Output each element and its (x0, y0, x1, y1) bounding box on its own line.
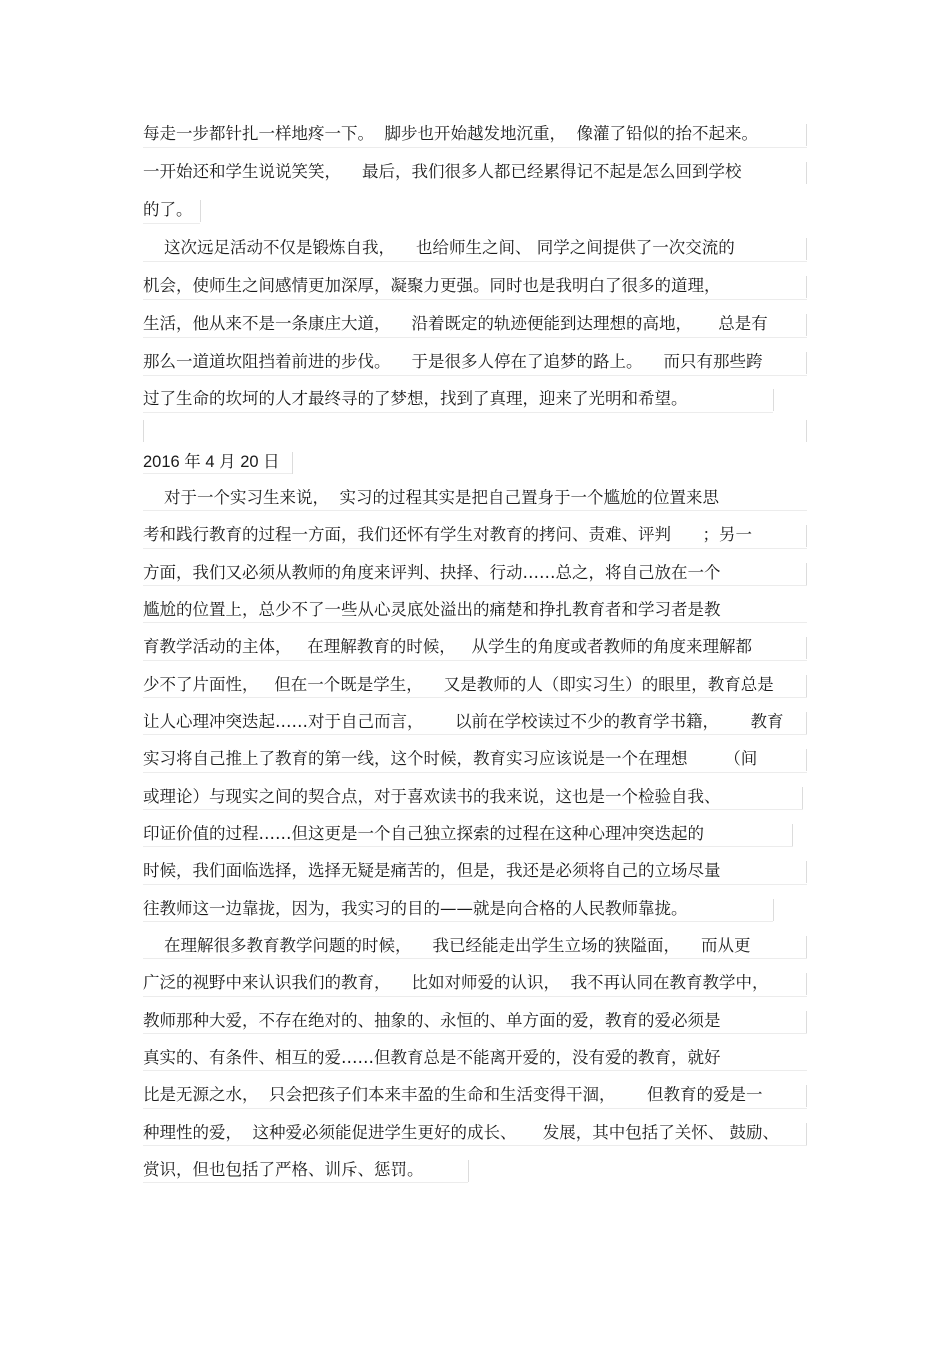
text-line: 方面，我们又必须从教师的角度来评判、抉择、行动……总之，将自己放在一个 (143, 563, 721, 582)
scan-tick (200, 200, 201, 222)
text-line: 比是无源之水， 只会把孩子们本来丰盈的生命和生活变得干涸， 但教育的爱是一 (143, 1085, 763, 1104)
scan-rule (143, 375, 807, 376)
scan-rule (143, 412, 773, 413)
scan-tick (806, 1085, 807, 1107)
text-line: 教师那种大爱，不存在绝对的、抽象的、永恒的、单方面的爱，教育的爱必须是 (143, 1011, 721, 1030)
scan-tick (792, 824, 793, 846)
scan-tick (806, 563, 807, 585)
scan-tick (806, 675, 807, 697)
scan-rule (143, 261, 807, 262)
scan-tick (806, 276, 807, 298)
text-line: 实习将自己推上了教育的第一线，这个时候，教育实习应该说是一个在理想 （间 (143, 749, 758, 768)
text-line: 印证价值的过程……但这更是一个自己独立探索的过程在这种心理冲突迭起的 (143, 824, 704, 843)
text-line: 那么一道道坎阻挡着前进的步伐。 于是很多人停在了追梦的路上。 而只有那些跨 (143, 352, 763, 371)
scan-rule (143, 921, 773, 922)
scan-tick (292, 452, 293, 474)
text-line: 考和践行教育的过程一方面，我们还怀有学生对教育的拷问、责难、评判 ；另一 (143, 525, 752, 544)
scan-tick (773, 899, 774, 921)
text-line: 的了。 (143, 200, 193, 219)
scan-rule (143, 958, 807, 959)
text-line: 真实的、有条件、相互的爱……但教育总是不能离开爱的，没有爱的教育，就好 (143, 1048, 721, 1067)
scan-rule (143, 548, 807, 549)
scan-tick (806, 1011, 807, 1033)
text-line: 每走一步都针扎一样地疼一下。 脚步也开始越发地沉重， 像灌了铅似的抬不起来。 (143, 124, 758, 143)
scan-tick (806, 973, 807, 995)
scan-tick (806, 352, 807, 374)
text-line: 让人心理冲突迭起……对于自己而言， 以前在学校读过不少的教育学书籍， 教育 (143, 712, 784, 731)
scan-tick (806, 749, 807, 771)
scan-tick (468, 1160, 469, 1182)
text-line: 尴尬的位置上，总少不了一些从心灵底处溢出的痛楚和挣扎教育者和学习者是教 (143, 600, 721, 619)
scan-tick (806, 238, 807, 260)
scan-rule (143, 734, 807, 735)
scan-rule (143, 846, 793, 847)
text-line: 广泛的视野中来认识我们的教育， 比如对师爱的认识， 我不再认同在教育教学中， (143, 973, 769, 992)
scan-rule (143, 473, 293, 474)
scan-tick (806, 936, 807, 958)
scan-rule (143, 772, 807, 773)
scan-tick (806, 314, 807, 336)
blank-line (143, 418, 807, 444)
scan-rule (143, 1145, 807, 1146)
text-line: 或理论）与现实之间的契合点，对于喜欢读书的我来说，这也是一个检验自我、 (143, 787, 721, 806)
text-line: 生活，他从来不是一条康庄大道， 沿着既定的轨迹便能到达理想的高地， 总是有 (143, 314, 768, 333)
scan-rule (143, 1070, 807, 1071)
scan-rule (143, 1108, 807, 1109)
text-line: 少不了片面性， 但在一个既是学生， 又是教师的人（即实习生）的眼里，教育总是 (143, 675, 774, 694)
text-line: 这次远足活动不仅是锻炼自我， 也给师生之间、 同学之间提供了一次交流的 (143, 238, 735, 257)
text-line: 一开始还和学生说说笑笑， 最后，我们很多人都已经累得记不起是怎么回到学校 (143, 162, 742, 181)
text-line: 对于一个实习生来说， 实习的过程其实是把自己置身于一个尴尬的位置来思 (143, 488, 719, 507)
text-line: 往教师这一边靠拢，因为，我实习的目的——就是向合格的人民教师靠拢。 (143, 899, 688, 918)
scan-rule (143, 660, 807, 661)
scan-tick (806, 420, 807, 442)
text-line: 机会，使师生之间感情更加深厚，凝聚力更强。同时也是我明白了很多的道理， (143, 276, 721, 295)
text-line: 赏识，但也包括了严格、训斥、惩罚。 (143, 1160, 424, 1179)
scan-rule (143, 147, 807, 148)
scan-rule (143, 884, 807, 885)
scan-rule (143, 697, 807, 698)
scan-rule (143, 1033, 807, 1034)
scan-rule (143, 809, 803, 810)
text-line: 在理解很多教育教学问题的时候， 我已经能走出学生立场的狭隘面， 而从更 (143, 936, 751, 955)
text-line: 时候，我们面临选择，选择无疑是痛苦的，但是，我还是必须将自己的立场尽量 (143, 861, 721, 880)
scan-tick (773, 389, 774, 411)
scan-rule (143, 223, 200, 224)
scan-tick (143, 420, 144, 442)
scan-tick (806, 525, 807, 547)
text-line: 育教学活动的主体， 在理解教育的时候， 从学生的角度或者教师的角度来理解都 (143, 637, 752, 656)
scan-rule (143, 622, 807, 623)
scan-rule (143, 299, 807, 300)
text-line: 过了生命的坎坷的人才最终寻的了梦想，找到了真理，迎来了光明和希望。 (143, 389, 688, 408)
scan-tick (806, 162, 807, 184)
scan-rule (143, 1182, 468, 1183)
scan-tick (806, 124, 807, 146)
date-heading: 2016 年 4 月 20 日 (143, 453, 280, 471)
scan-rule (143, 585, 807, 586)
scan-rule (143, 510, 807, 511)
scan-tick (806, 1123, 807, 1145)
scan-rule (143, 337, 807, 338)
scan-tick (806, 861, 807, 883)
scan-tick (806, 712, 807, 734)
scan-tick (802, 787, 803, 809)
scan-rule (143, 996, 807, 997)
scan-tick (806, 637, 807, 659)
text-line: 种理性的爱， 这种爱必须能促进学生更好的成长、 发展，其中包括了关怀、 鼓励、 (143, 1123, 779, 1142)
